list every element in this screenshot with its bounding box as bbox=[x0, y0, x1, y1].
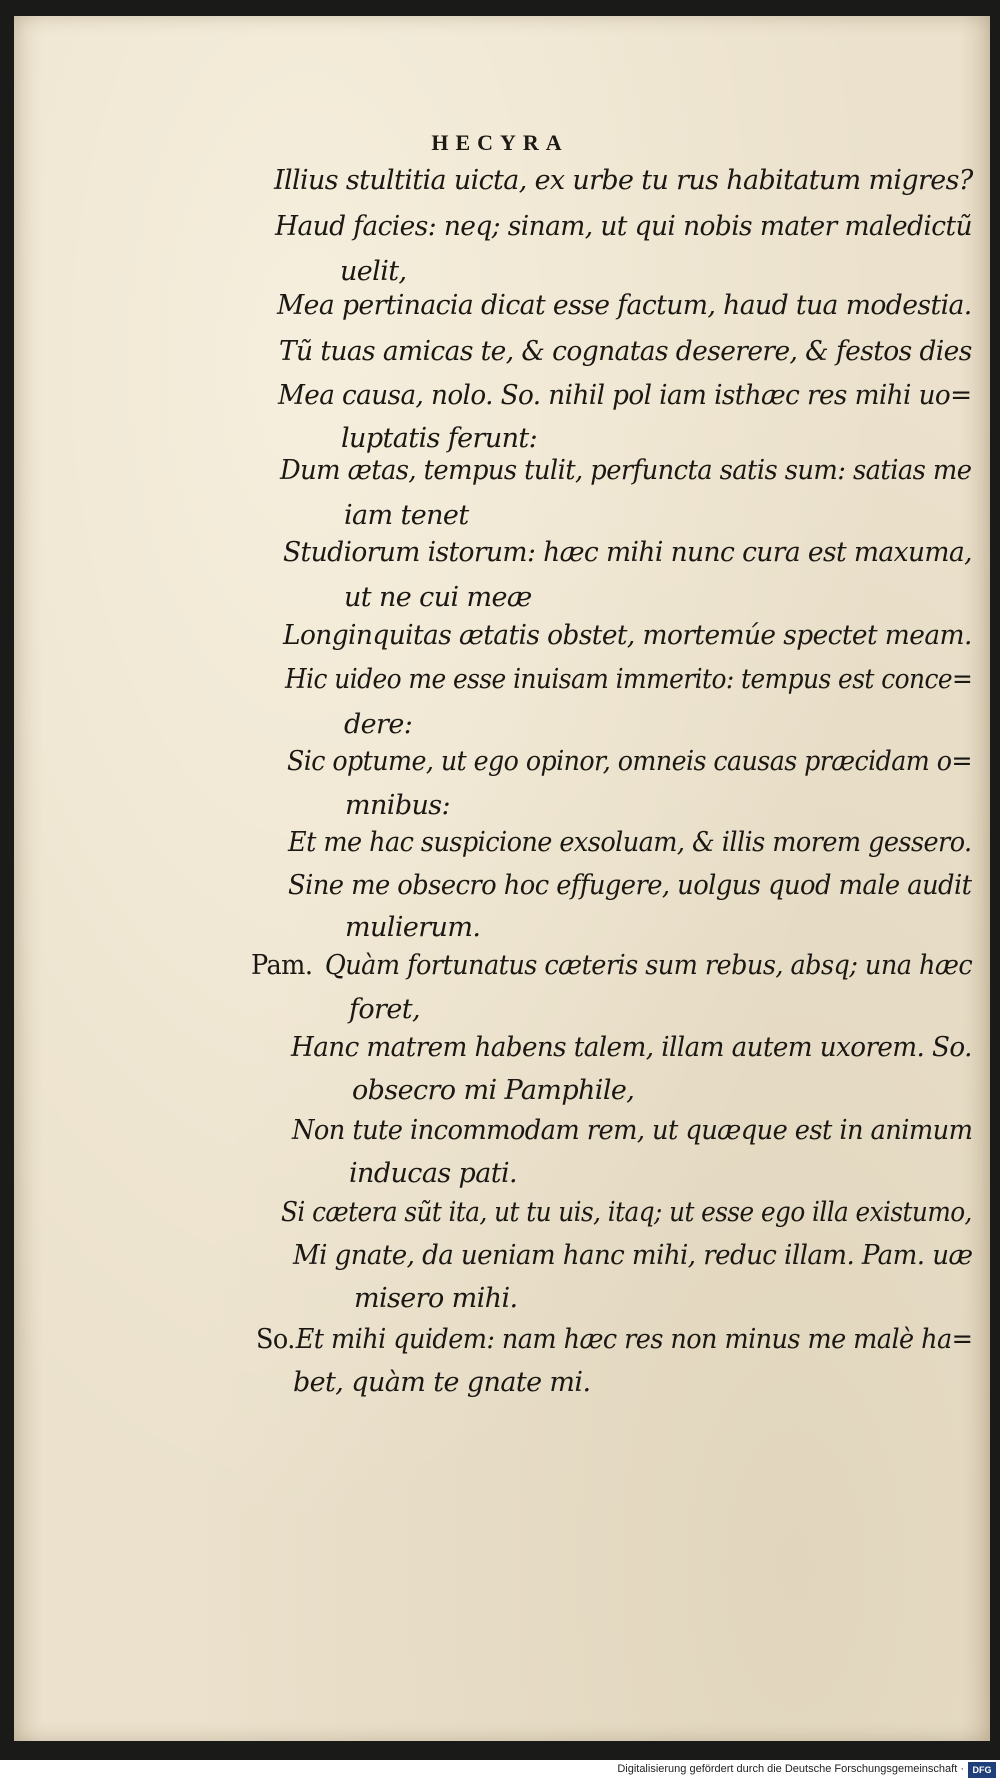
line-text: mnibus: bbox=[345, 790, 451, 821]
line-text: Et me hac suspicione exsoluam, & illis morem gessero. bbox=[288, 827, 972, 858]
line-text: Hanc matrem habens talem, illam autem uxorem. So. bbox=[291, 1032, 972, 1063]
line-text: misero mihi. bbox=[354, 1283, 518, 1314]
line-text: ut ne cui meæ bbox=[344, 582, 532, 613]
text-line bbox=[278, 380, 972, 411]
line-text: foret, bbox=[349, 994, 420, 1025]
text-line bbox=[352, 1075, 634, 1106]
line-text: Studiorum istorum: hæc mihi nunc cura est maxuma, bbox=[283, 537, 972, 568]
text-line bbox=[340, 256, 406, 287]
text-line bbox=[280, 455, 971, 486]
line-text: Illius stultitia uicta, ex urbe tu rus habitatum migres? bbox=[274, 165, 973, 196]
text-line bbox=[293, 1367, 590, 1398]
line-text: Mea causa, nolo. So. nihil pol iam isthæc res mihi uo= bbox=[278, 380, 972, 411]
line-text: iam tenet bbox=[344, 500, 469, 531]
line-text: luptatis ferunt: bbox=[341, 423, 538, 454]
text-line bbox=[345, 912, 480, 943]
line-text: Tũ tuas amicas te, & cognatas deserere, & festos dies bbox=[279, 336, 972, 367]
text-line bbox=[291, 1032, 972, 1063]
speaker-label: So. bbox=[256, 1324, 295, 1355]
text-line bbox=[277, 290, 972, 321]
speaker-label: Pam. bbox=[251, 950, 313, 981]
text-line bbox=[288, 870, 971, 901]
funding-credit: Digitalisierung gefördert durch die Deutsche Forschungsgemeinschaft · bbox=[617, 1763, 964, 1775]
text-line bbox=[344, 582, 532, 613]
line-text: mulierum. bbox=[345, 912, 481, 943]
text-line bbox=[292, 1115, 972, 1146]
digitization-footer bbox=[0, 1760, 1000, 1783]
text-line bbox=[354, 1283, 517, 1314]
text-line bbox=[283, 537, 972, 568]
text-line bbox=[281, 1197, 972, 1228]
text-line bbox=[279, 336, 972, 367]
line-text: Sine me obsecro hoc effugere, uolgus quod male audit bbox=[288, 870, 972, 901]
line-text: Mi gnate, da ueniam hanc mihi, reduc illam. Pam. uæ bbox=[293, 1240, 973, 1271]
dfg-logo: DFG bbox=[968, 1762, 996, 1778]
line-text: uelit, bbox=[340, 256, 407, 287]
text-line bbox=[344, 500, 469, 531]
text-line bbox=[256, 1324, 972, 1355]
line-text: Haud facies: neq; sinam, ut qui nobis mater maledictũ bbox=[275, 211, 972, 242]
line-text: obsecro mi Pamphile, bbox=[352, 1075, 635, 1106]
line-text: dere: bbox=[344, 709, 413, 740]
text-line bbox=[283, 620, 972, 651]
line-text: Dum ætas, tempus tulit, perfuncta satis sum: satias me bbox=[280, 455, 972, 486]
text-line bbox=[341, 423, 537, 454]
line-text: inducas pati. bbox=[349, 1158, 518, 1189]
running-head: HECYRA bbox=[431, 130, 569, 155]
line-text: Quàm fortunatus cæteris sum rebus, absq; una hæc bbox=[324, 950, 973, 981]
line-text: Hic uideo me esse inuisam immerito: tempus est conce= bbox=[285, 664, 973, 695]
text-line bbox=[349, 994, 420, 1025]
line-text: Mea pertinacia dicat esse factum, haud tua modestia. bbox=[277, 290, 972, 321]
text-line bbox=[275, 211, 972, 242]
line-text: Non tute incommodam rem, ut quæque est in animum bbox=[292, 1115, 973, 1146]
line-text: bet, quàm te gnate mi. bbox=[293, 1367, 591, 1398]
text-line bbox=[251, 950, 972, 981]
text-line bbox=[287, 746, 972, 777]
line-text: Sic optume, ut ego opinor, omneis causas præcidam o= bbox=[287, 746, 973, 777]
text-line bbox=[349, 1158, 517, 1189]
line-text: Longinquitas ætatis obstet, mortemúe spectet meam. bbox=[283, 620, 972, 651]
text-line bbox=[344, 709, 412, 740]
text-line bbox=[345, 790, 450, 821]
text-line bbox=[293, 1240, 972, 1271]
line-text: Et mihi quidem: nam hæc res non minus me malè ha= bbox=[295, 1324, 973, 1355]
text-line bbox=[288, 827, 972, 858]
text-line bbox=[274, 165, 973, 196]
text-line bbox=[285, 664, 972, 695]
line-text: Si cætera sũt ita, ut tu uis, itaq; ut esse ego illa existumo, bbox=[281, 1197, 972, 1228]
